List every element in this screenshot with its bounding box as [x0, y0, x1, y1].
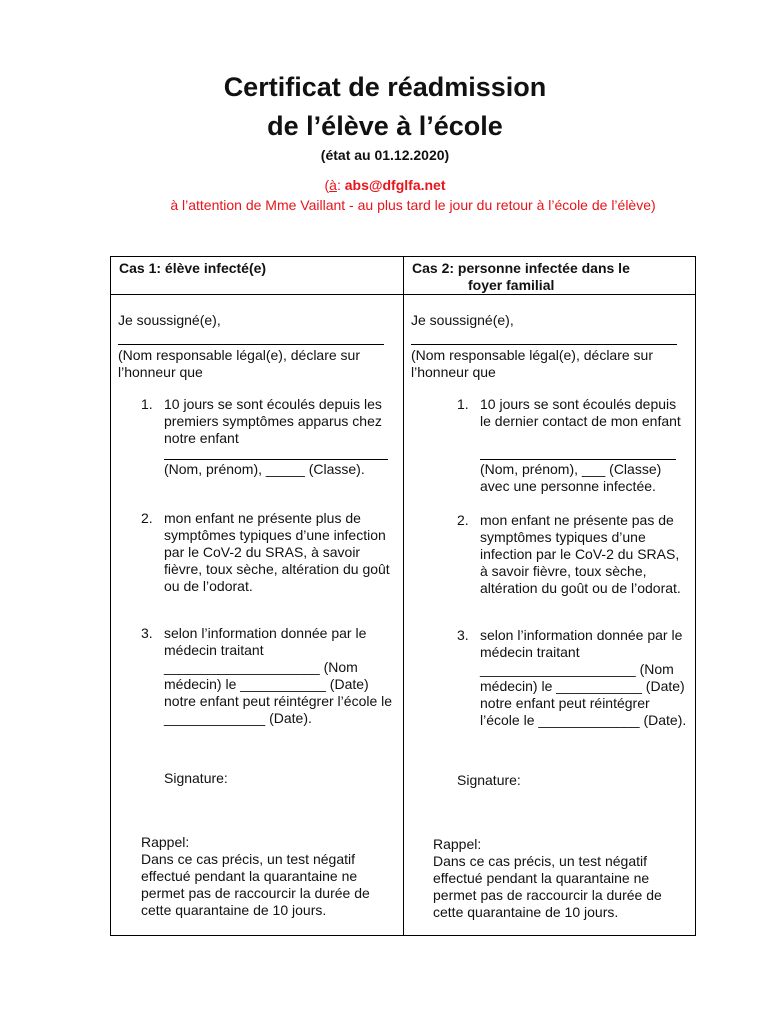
- case1-item2-text: mon enfant ne présente plus de symptômes typiques d’une infection par le CoV-2 du SRAS, à savoir fièvre, toux sèche, altération du goût ou de l’odorat.: [164, 510, 390, 594]
- document-title-line1: Certificat de réadmission: [223, 72, 547, 102]
- case1-item3-intro: selon l’information donnée par le médecin traitant: [164, 625, 367, 658]
- case1-column: [111, 295, 404, 936]
- case1-header: [111, 257, 404, 295]
- contact-attention: à l’attention de Mme Vaillant - au plus tard le jour du retour à l’école de l’élève): [170, 197, 656, 213]
- case2-item1-line: [480, 459, 676, 460]
- case2-item1-fill: (Nom, prénom), ___ (Classe) avec une personne infectée.: [480, 461, 662, 494]
- case2-declare: (Nom responsable légal(e), déclare sur l’honneur que: [411, 347, 653, 380]
- case1-declare: (Nom responsable légal(e), déclare sur l’honneur que: [118, 347, 360, 380]
- case1-item3-number: 3.: [141, 625, 153, 641]
- case2-item1-number: 1.: [457, 396, 469, 412]
- case2-item3-number: 3.: [457, 627, 469, 643]
- case2-header: [404, 257, 696, 295]
- case2-rappel-title: Rappel:: [433, 836, 482, 852]
- case1-intro: Je soussigné(e),: [118, 312, 221, 328]
- case2-intro: Je soussigné(e),: [411, 312, 514, 328]
- case1-item1-number: 1.: [141, 396, 153, 412]
- case2-item3-intro: selon l’information donnée par le médecin traitant: [480, 627, 683, 660]
- case1-item1-text: 10 jours se sont écoulés depuis les premiers symptômes apparus chez notre enfant: [164, 396, 382, 446]
- contact-line: [0, 177, 770, 193]
- cases-table: [110, 256, 696, 936]
- case1-item2-number: 2.: [141, 510, 153, 526]
- case1-name-line: [118, 344, 384, 345]
- contact-sep: :: [336, 177, 345, 193]
- contact-email[interactable]: abs@dfglfa.net: [344, 177, 446, 193]
- document-date: (état au 01.12.2020): [320, 147, 450, 163]
- case2-rappel-text: Dans ce cas précis, un test négatif effectué pendant la quarantaine ne permet pas de raccourcir la durée de cette quarantaine de 10 jours.: [433, 853, 662, 920]
- case2-header-line2: foyer familial: [468, 277, 555, 293]
- case2-item1-text: 10 jours se sont écoulés depuis le dernier contact de mon enfant: [480, 396, 681, 429]
- contact-prefix: à: [329, 177, 337, 193]
- case1-item1-fill: (Nom, prénom), _____ (Classe).: [164, 461, 365, 477]
- case2-item2-text: mon enfant ne présente pas de symptômes typiques d’une infection par le CoV-2 du SRAS, à savoir fièvre, toux sèche, altération du goût ou de l’odorat.: [480, 512, 681, 596]
- document-title-line2: de l’élève à l’école: [267, 111, 503, 141]
- contact-open: (: [324, 177, 330, 193]
- case2-column: [404, 295, 696, 936]
- case2-item3-fill: ____________________ (Nom médecin) le ___________ (Date) notre enfant peut réintégrer l’école le _____________ (Date).: [480, 661, 687, 728]
- case1-item3-fill: ____________________ (Nom médecin) le ___________ (Date) notre enfant peut réintégrer l’école le _____________ (Date).: [164, 659, 393, 726]
- case1-signature: Signature:: [164, 770, 228, 786]
- case2-header-line1: Cas 2: personne infectée dans le: [412, 260, 630, 276]
- case2-name-line: [411, 344, 677, 345]
- case1-header-text: Cas 1: élève infecté(e): [119, 260, 267, 276]
- case2-item2-number: 2.: [457, 512, 469, 528]
- case1-rappel-text: Dans ce cas précis, un test négatif effectué pendant la quarantaine ne permet pas de raccourcir la durée de cette quarantaine de 10 jours.: [141, 851, 370, 918]
- case1-item1-line: [164, 459, 388, 460]
- case1-rappel-title: Rappel:: [141, 834, 190, 850]
- case2-signature: Signature:: [457, 772, 521, 788]
